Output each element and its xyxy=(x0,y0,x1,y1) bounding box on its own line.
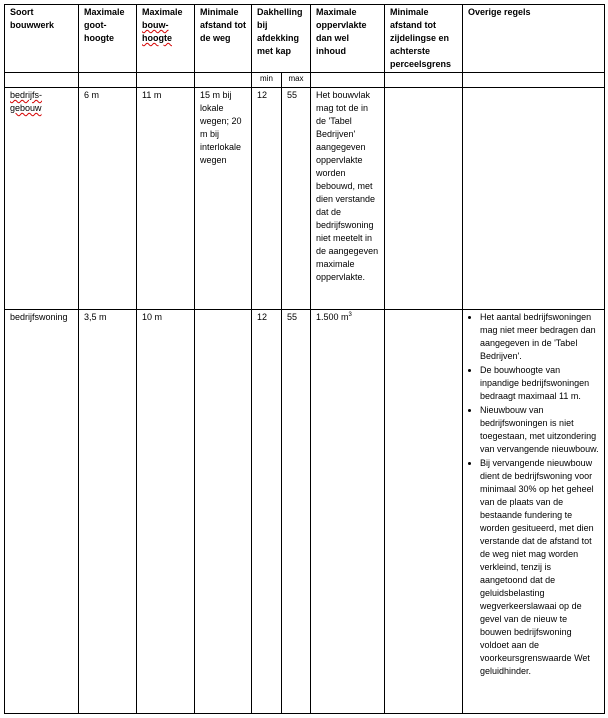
subheader-empty-cell xyxy=(195,73,252,88)
header-bouwhoogte-line1: Maximale xyxy=(142,7,183,17)
header-dakhelling: Dakhelling bij afdekking met kap xyxy=(252,5,311,73)
cell-oppervlakte: Het bouwvlak mag tot de in de 'Tabel Bedrijven' aangegeven oppervlakte worden bebouwd, met dien verstande dat de bedrijfswoning niet meetelt in de aangegeven maximale oppervlakte. xyxy=(311,88,385,310)
oppervlakte-value: 1.500 m xyxy=(316,312,349,322)
subheader-empty-cell xyxy=(5,73,79,88)
header-row xyxy=(5,5,605,73)
subheader-empty-cell xyxy=(311,73,385,88)
overige-regels-list xyxy=(468,311,599,678)
table-row-bedrijfsgebouw xyxy=(5,88,605,310)
header-afstand-grens: Minimale afstand tot zijdelingse en achterste perceelsgrens xyxy=(385,5,463,73)
subheader-empty-cell xyxy=(385,73,463,88)
cell-oppervlakte xyxy=(311,310,385,714)
header-goothoogte: Maximale goot-hoogte xyxy=(79,5,137,73)
cell-soort: bedrijfswoning xyxy=(5,310,79,714)
header-bouwhoogte xyxy=(137,5,195,73)
header-overige-regels: Overige regels xyxy=(463,5,605,73)
subheader-empty-cell xyxy=(79,73,137,88)
oppervlakte-unit-exponent: 3 xyxy=(348,312,352,318)
header-afstand-weg: Minimale afstand tot de weg xyxy=(195,5,252,73)
cell-afstand-weg: 15 m bij lokale wegen; 20 m bij interlokale wegen xyxy=(195,88,252,310)
subheader-empty-cell xyxy=(137,73,195,88)
cell-bouwhoogte: 11 m xyxy=(137,88,195,310)
list-item: • De bouwhoogte van inpandige bedrijfswoningen bedraagt maximaal 11 m. xyxy=(480,364,599,403)
cell-dakhelling-max: 55 xyxy=(282,310,311,714)
cell-dakhelling-min: 12 xyxy=(252,310,282,714)
cell-overige-regels xyxy=(463,310,605,714)
list-item: • Nieuwbouw van bedrijfswoningen is niet toegestaan, met uitzondering van vervangende nieuwbouw. xyxy=(480,404,599,456)
subheader-row xyxy=(5,73,605,88)
cell-goothoogte: 3,5 m xyxy=(79,310,137,714)
header-oppervlakte: Maximale oppervlakte dan wel inhoud xyxy=(311,5,385,73)
subheader-max: max xyxy=(282,73,311,88)
regulations-table xyxy=(4,4,605,714)
cell-goothoogte: 6 m xyxy=(79,88,137,310)
subheader-min: min xyxy=(252,73,282,88)
cell-soort xyxy=(5,88,79,310)
cell-bouwhoogte: 10 m xyxy=(137,310,195,714)
header-soort-bouwwerk: Soort bouwwerk xyxy=(5,5,79,73)
cell-overige-regels xyxy=(463,88,605,310)
subheader-empty-cell xyxy=(463,73,605,88)
header-bouwhoogte-line2: bouw-hoogte xyxy=(142,20,172,43)
list-item: • Bij vervangende nieuwbouw dient de bedrijfswoning voor minimaal 30% op het geheel van de plaats van de bestaande fundering te worden gesitueerd, met dien verstande dat de afstand tot de weg niet mag worden verkleind, tenzij is aangetoond dat de geluidsbelasting wegverkeerslawaai op de gevel van de nieuw te bouwen bedrijfswoning voldoet aan de voorkeursgrenswaarde Wet geluidhinder. xyxy=(480,457,599,678)
cell-afstand-grens xyxy=(385,88,463,310)
cell-afstand-grens xyxy=(385,310,463,714)
table-row-bedrijfswoning xyxy=(5,310,605,714)
cell-dakhelling-min: 12 xyxy=(252,88,282,310)
list-item: • Het aantal bedrijfswoningen mag niet meer bedragen dan aangegeven in de 'Tabel Bedrijven'. xyxy=(480,311,599,363)
cell-dakhelling-max: 55 xyxy=(282,88,311,310)
soort-value: bedrijfs-gebouw xyxy=(10,90,43,113)
cell-afstand-weg xyxy=(195,310,252,714)
